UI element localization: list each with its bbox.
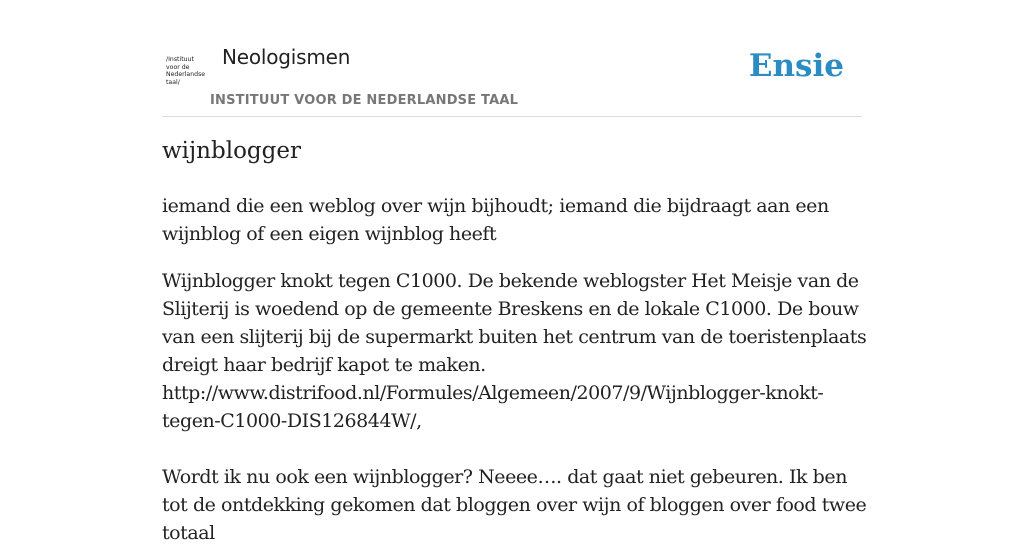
logo-line: /Instituut bbox=[166, 56, 194, 63]
site-title-link[interactable]: Neologismen bbox=[222, 45, 351, 69]
content bbox=[162, 0, 867, 544]
entry-definition: iemand die een weblog over wijn bijhoudt; iemand die bijdraagt aan een wijnblog of een eigen wijnblog heeft bbox=[162, 195, 829, 245]
logo-line: taal/ bbox=[166, 78, 180, 86]
logo-line: Nederlandse bbox=[166, 71, 206, 78]
quote-spacer bbox=[162, 435, 867, 463]
header bbox=[162, 0, 862, 117]
entry-quotes bbox=[162, 267, 867, 547]
quote-text: Wordt ik nu ook een wijnblogger? Neeee…. dat gaat niet gebeuren. Ik ben tot de ontdekking gekomen dat bloggen over wijn of bloggen over food twee totaal bbox=[162, 466, 867, 544]
ensie-brand-link[interactable]: Ensie bbox=[748, 48, 844, 84]
quote-text: Wijnblogger knokt tegen C1000. De bekende weblogster Het Meisje van de Slijterij is woedend op de gemeente Breskens en de lokale C1000. De bouw van een slijterij bij de supermarkt buiten het centrum van de toeristenplaats dreigt haar bedrijf kapot te maken. bbox=[162, 270, 867, 376]
logo-line: voor de bbox=[166, 63, 190, 71]
entry-word: wijnblogger bbox=[162, 138, 301, 164]
quote-source: http://www.distrifood.nl/Formules/Algemeen/2007/9/Wijnblogger-knokt-tegen-C1000-DIS126844W/, bbox=[162, 382, 824, 432]
site-subtitle: INSTITUUT VOOR DE NEDERLANDSE TAAL bbox=[210, 93, 519, 108]
ivdnt-logo[interactable] bbox=[166, 56, 206, 86]
